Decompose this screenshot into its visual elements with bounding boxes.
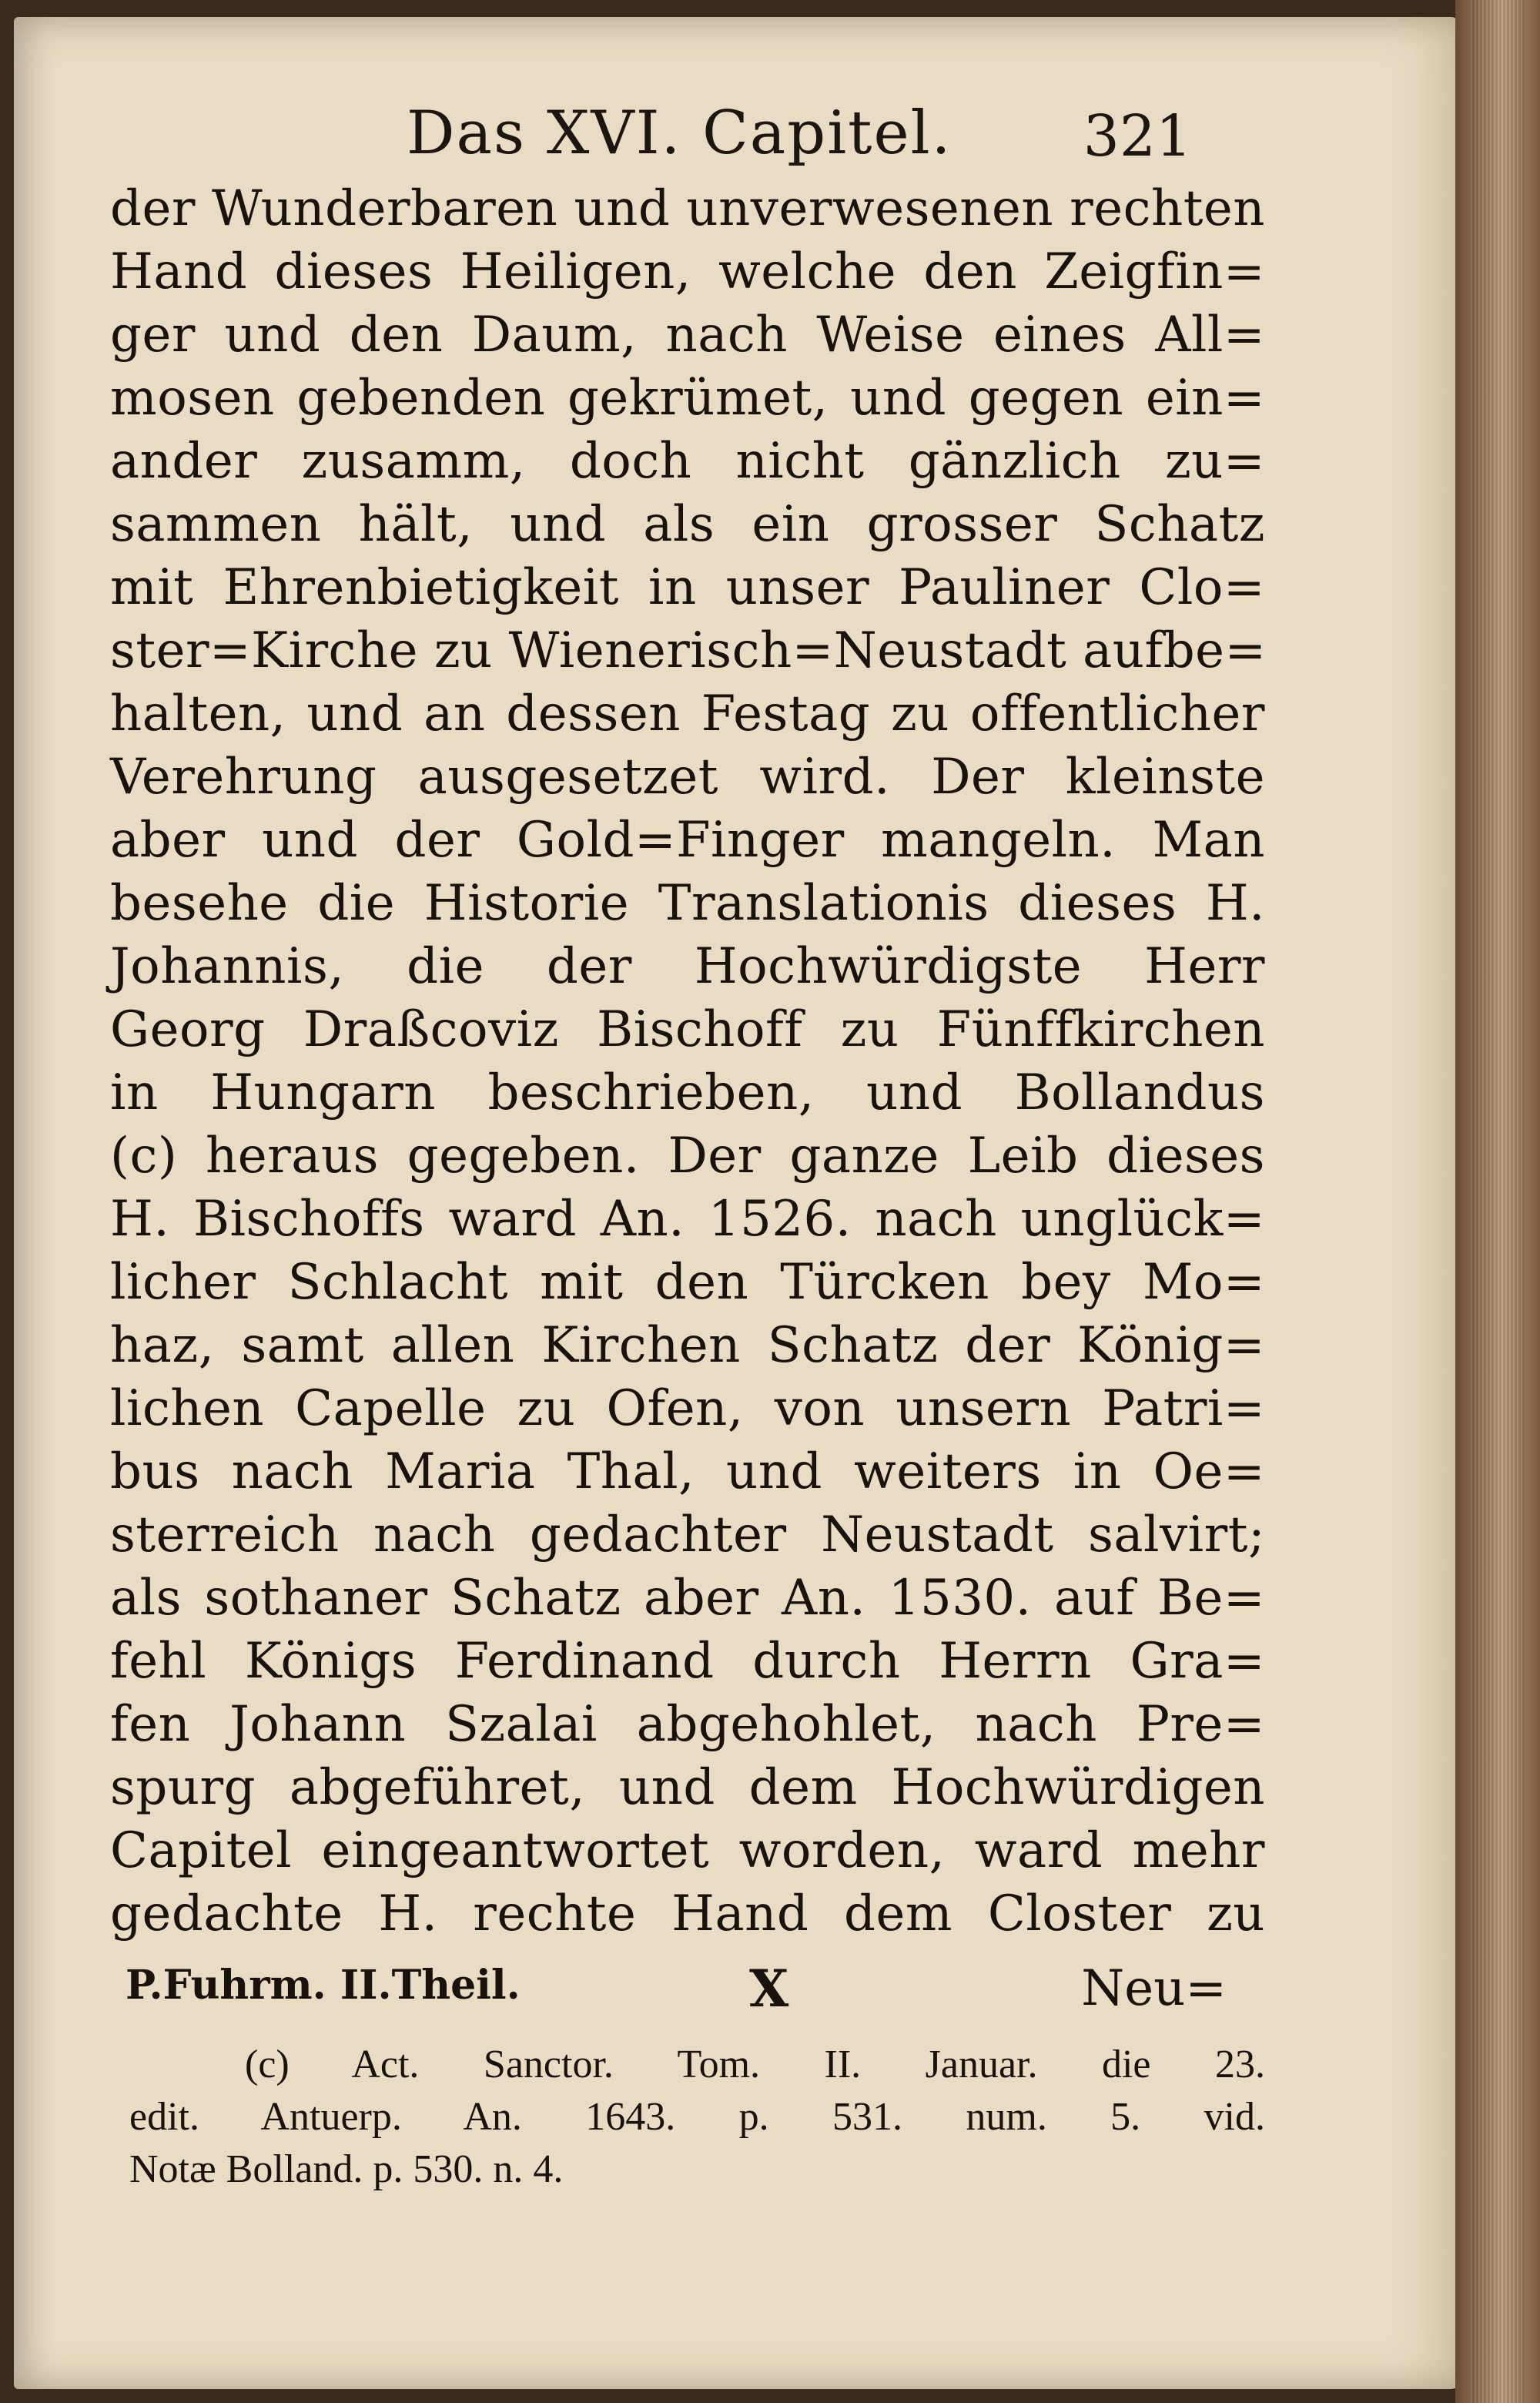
page-footer [110, 1954, 1265, 2023]
footnote [129, 2039, 1265, 2196]
book-page [14, 17, 1461, 2389]
footnote-line: (c) Act. Sanctor. Tom. II. Januar. die 23. [245, 2043, 1265, 2086]
text-line: mosen gebenden gekrümet, und gegen ein= [110, 370, 1265, 427]
text-line: besehe die Historie Translationis dieses H. [110, 875, 1265, 932]
text-line: H. Bischoffs ward An. 1526. nach unglück= [110, 1191, 1265, 1248]
text-line: lichen Capelle zu Ofen, von unsern Patri= [110, 1380, 1265, 1437]
text-line: fehl Königs Ferdinand durch Herrn Gra= [110, 1633, 1265, 1690]
text-line: Verehrung ausgesetzet wird. Der kleinste [110, 749, 1265, 806]
text-line: Georg Draßcoviz Bischoff zu Fünffkirchen [110, 1001, 1265, 1058]
running-title: Das XVI. Capitel. [407, 99, 952, 168]
text-line: haz, samt allen Kirchen Schatz der König= [110, 1317, 1265, 1374]
page-header [399, 91, 1200, 176]
footnote-line: edit. Antuerp. An. 1643. p. 531. num. 5. vid. [129, 2095, 1265, 2139]
page-number: 321 [1083, 103, 1192, 169]
text-line: ger und den Daum, nach Weise eines All= [110, 307, 1265, 364]
text-line: spurg abgeführet, und dem Hochwürdigen [110, 1759, 1265, 1816]
text-line: (c) heraus gegeben. Der ganze Leib dieses [110, 1128, 1265, 1185]
catchword: Neu= [1081, 1960, 1227, 2017]
book-page-edges [1455, 0, 1540, 2403]
text-line: Johannis, die der Hochwürdigste Herr [110, 938, 1265, 995]
text-line: mit Ehrenbietigkeit in unser Pauliner Clo= [110, 559, 1265, 616]
text-line: als sothaner Schatz aber An. 1530. auf Be= [110, 1570, 1265, 1627]
text-line: Hand dieses Heiligen, welche den Zeigfin= [110, 243, 1265, 300]
text-line: bus nach Maria Thal, und weiters in Oe= [110, 1443, 1265, 1500]
text-line: aber und der Gold=Finger mangeln. Man [110, 812, 1265, 869]
text-line: licher Schlacht mit den Türcken bey Mo= [110, 1254, 1265, 1311]
text-line: ander zusamm, doch nicht gänzlich zu= [110, 433, 1265, 490]
text-line: fen Johann Szalai abgehohlet, nach Pre= [110, 1696, 1265, 1753]
text-line: halten, und an dessen Festag zu offentlicher [110, 685, 1265, 742]
signature-mark: X [749, 1959, 789, 2019]
text-line: Capitel eingeantwortet worden, ward mehr [110, 1822, 1265, 1879]
text-line: gedachte H. rechte Hand dem Closter zu [110, 1885, 1265, 1942]
body-text [110, 177, 1265, 1946]
text-line: in Hungarn beschrieben, und Bollandus [110, 1064, 1265, 1121]
text-line: sterreich nach gedachter Neustadt salvirt; [110, 1506, 1265, 1563]
text-line: sammen hält, und als ein grosser Schatz [110, 496, 1265, 553]
text-line: der Wunderbaren und unverwesenen rechten [110, 180, 1265, 237]
text-line: ster=Kirche zu Wienerisch=Neustadt aufbe= [110, 622, 1267, 679]
printer-signature: P.Fuhrm. II.Theil. [126, 1962, 521, 2009]
footnote-line: Notæ Bolland. p. 530. n. 4. [129, 2147, 564, 2191]
